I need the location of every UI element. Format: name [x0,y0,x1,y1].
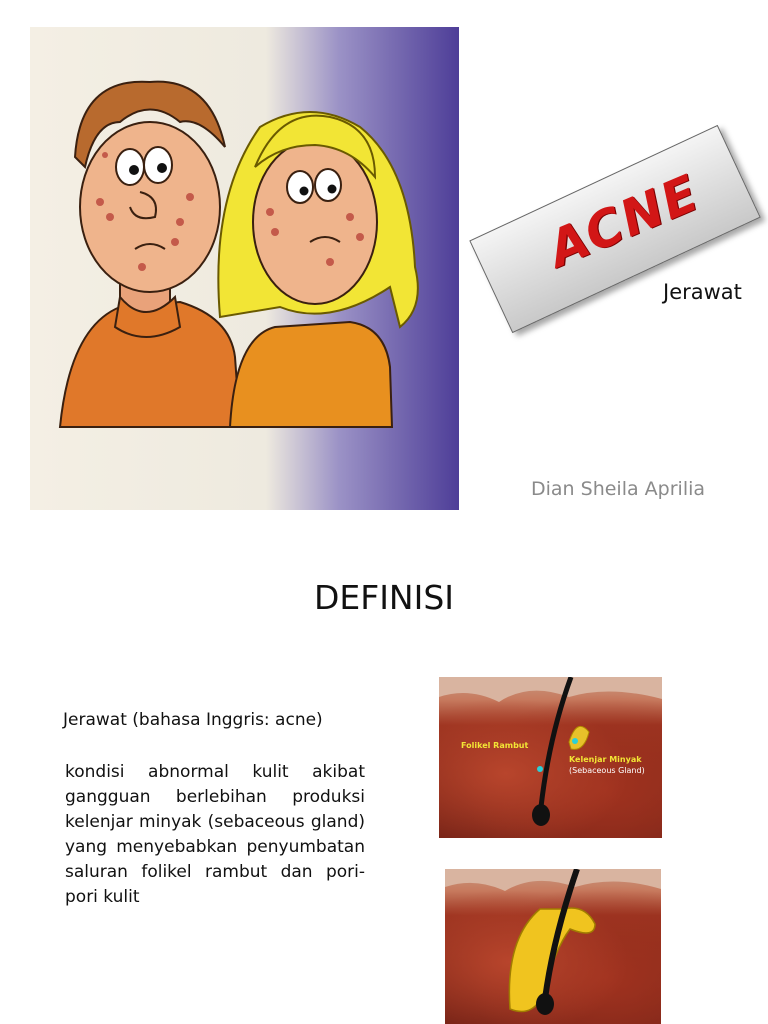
follicle-label: Folikel Rambut [461,741,529,750]
acne-cartoon-illustration [30,27,459,510]
skin-diagram-normal [439,677,662,838]
slide-subtitle: Jerawat [663,280,742,304]
clogged-follicle-drawing [445,869,661,1024]
gland-label: Kelenjar Minyak [569,755,642,764]
definition-body: kondisi abnormal kulit akibat gangguan berlebihan produksi kelenjar minyak (sebaceous gland) yang menyebabkan penyumbatan saluran folikel rambut dan pori-pori kulit [65,762,365,907]
gland-label-english: (Sebaceous Gland) [569,766,645,775]
definition-heading: DEFINISI [313,578,455,617]
acne-title-word: ACNE [539,163,708,279]
definition-term: Jerawat (bahasa Inggris: acne) [63,710,323,730]
boy-figure [60,82,240,427]
author-name: Dian Sheila Aprilia [531,478,706,500]
skin-diagram-clogged [445,869,661,1024]
girl-figure [218,112,418,427]
cartoon-svg [30,27,459,510]
